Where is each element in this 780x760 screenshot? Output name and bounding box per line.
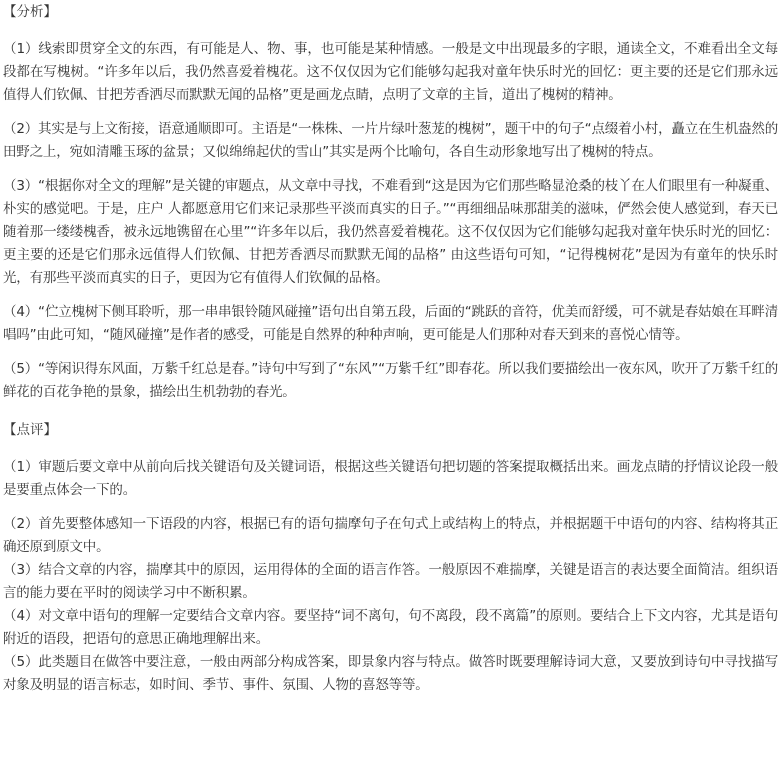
comment-paragraph-3: （3）结合文章的内容，揣摩其中的原因，运用得体的全面的语言作答。一般原因不难揣摩，关键是语言的表达要全面简洁。组织语言的能力要在平时的阅读学习中不断积累。 (3, 562, 778, 601)
analysis-paragraph-2: （2）其实是与上文衔接，语意通顺即可。主语是“一株株、一片片绿叶葱茏的槐树”，题干中的句子“点缀着小村，矗立在生机盎然的田野之上，宛如清雕玉琢的盆景；又似绵绵起伏的雪山”其实是两个比喻句，各自生动形象地写出了槐树的特点。 (3, 121, 778, 160)
comment-paragraph-5: （5）此类题目在做答中要注意，一般由两部分构成答案，即景象内容与特点。做答时既要理解诗词大意，又要放到诗句中寻找描写对象及明显的语言标志，如时间、季节、事件、氛围、人物的喜怒等等。 (3, 654, 778, 693)
analysis-paragraph-3: （3）“根据你对全文的理解”是关键的审题点，从文章中寻找，不难看到“这是因为它们那些略显沧桑的枝丫在人们眼里有一种凝重、朴实的感觉吧。于是，庄户 人都愿意用它们来记录那些平淡而真实的日子。”“再细细品味那甜美的滋味，俨然会使人感觉到，春天已随着那一缕缕槐香，被永远地镌留在心里”“许多年以后，我仍然喜爱着槐花。这不仅仅因为它们能够勾起我对童年快乐时光的回忆：更主要的还是它们那永远值得人们钦佩、甘把芳香洒尽而默默无闻的品格” 由这些语句可知，“记得槐树花”是因为有童年的快乐时光，有那些平淡而真实的日子，更因为它有值得人们钦佩的品格。 (3, 178, 778, 286)
answer-explanation-document (3, 0, 778, 697)
analysis-heading: 【分析】 (3, 4, 57, 20)
comment-paragraph-1: （1）审题后要文章中从前向后找关键语句及关键词语，根据这些关键语句把切题的答案提取概括出来。画龙点睛的抒情议论段一般是要重点体会一下的。 (3, 459, 778, 498)
comment-paragraph-4: （4）对文章中语句的理解一定要结合文章内容。要坚持“词不离句，句不离段，段不离篇”的原则。要结合上下文内容，尤其是语句附近的语段，把语句的意思正确地理解出来。 (3, 608, 778, 647)
analysis-paragraph-1: （1）线索即贯穿全文的东西，有可能是人、物、事，也可能是某种情感。一般是文中出现最多的字眼，通读全文，不难看出全文每段都在写槐树。“许多年以后，我仍然喜爱着槐花。这不仅仅因为它们能够勾起我对童年快乐时光的回忆：更主要的还是它们那永远值得人们钦佩、甘把芳香洒尽而默默无闻的品格”更是画龙点睛，点明了文章的主旨，道出了槐树的精神。 (3, 41, 778, 103)
analysis-paragraph-5: （5）“等闲识得东风面，万紫千红总是春。”诗句中写到了“东风”“万紫千红”即春花。所以我们要描绘出一夜东风，吹开了万紫千红的鲜花的百花争艳的景象，描绘出生机勃勃的春光。 (3, 361, 778, 400)
comment-paragraph-2: （2）首先要整体感知一下语段的内容，根据已有的语句揣摩句子在句式上或结构上的特点，并根据题干中语句的内容、结构将其正确还原到原文中。 (3, 516, 778, 555)
analysis-paragraph-4: （4）“伫立槐树下侧耳聆听，那一串串银铃随风碰撞”语句出自第五段，后面的“跳跃的音符，优美而舒缓，可不就是春姑娘在耳畔清唱吗”由此可知，“随风碰撞”是作者的感受，可能是自然界的种种声响，更可能是人们那种对春天到来的喜悦心情等。 (3, 304, 778, 343)
comment-heading: 【点评】 (3, 422, 57, 438)
